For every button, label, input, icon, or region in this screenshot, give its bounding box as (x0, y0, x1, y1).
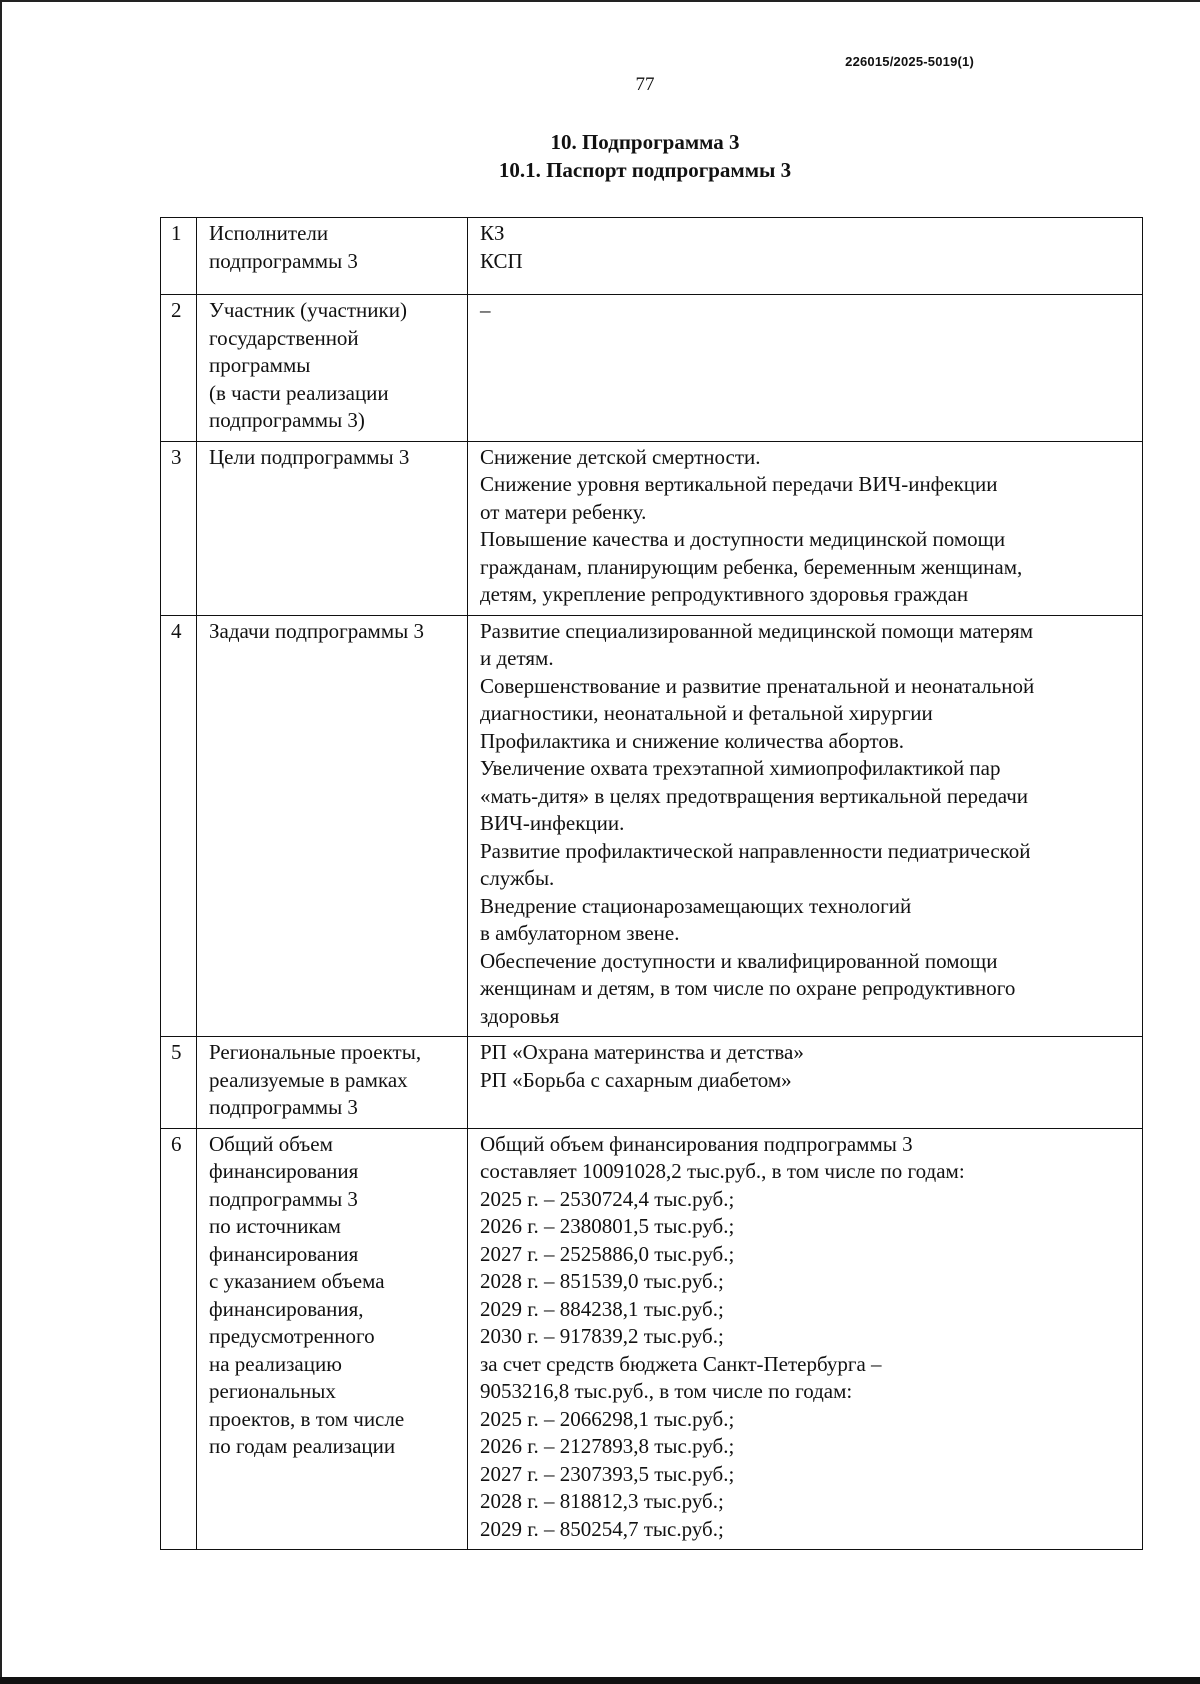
label-line: Региональные проекты, (209, 1040, 422, 1064)
row-value (468, 295, 1143, 442)
row-number: 1 (161, 218, 197, 295)
label-line: подпрограммы 3 (209, 1186, 358, 1211)
value-line: 2029 г. – 850254,7 тыс.руб.; (480, 1516, 724, 1541)
row-value (468, 441, 1143, 615)
value-line: Повышение качества и доступности медицинской помощи (480, 527, 1006, 551)
table-row (161, 295, 1143, 442)
row-value (468, 615, 1143, 1037)
value-line: «мать-дитя» в целях предотвращения вертикальной передачи (480, 783, 1028, 808)
value-line: 2025 г. – 2530724,4 тыс.руб.; (480, 1186, 735, 1211)
value-line: детям, укрепление репродуктивного здоровья граждан (480, 582, 969, 606)
row-number: 5 (161, 1037, 197, 1129)
value-line: 2028 г. – 851539,0 тыс.руб.; (480, 1269, 724, 1293)
label-line: Задачи подпрограммы 3 (209, 618, 424, 643)
label-line: по годам реализации (209, 1434, 396, 1458)
value-line: 2028 г. – 818812,3 тыс.руб.; (480, 1489, 724, 1513)
value-line: составляет 10091028,2 тыс.руб., в том числе по годам: (480, 1159, 965, 1183)
value-line: 2026 г. – 2127893,8 тыс.руб.; (480, 1434, 735, 1458)
table-row (161, 218, 1143, 295)
table-row (161, 615, 1143, 1037)
document-id: 226015/2025-5019(1) (845, 54, 974, 69)
row-label (197, 615, 468, 1037)
value-line: Обеспечение доступности и квалифицированной помощи (480, 948, 998, 973)
value-line: Профилактика и снижение количества абортов. (480, 728, 904, 753)
value-line: Совершенствование и развитие пренатальной и неонатальной (480, 673, 1035, 698)
value-line: 2025 г. – 2066298,1 тыс.руб.; (480, 1406, 735, 1431)
row-number: 2 (161, 295, 197, 442)
value-line: 2027 г. – 2307393,5 тыс.руб.; (480, 1461, 735, 1486)
label-line: по источникам (209, 1214, 341, 1238)
label-line: финансирования (209, 1159, 359, 1183)
table-row (161, 1128, 1143, 1550)
label-line: финансирования (209, 1241, 359, 1266)
table-row (161, 1037, 1143, 1129)
page-number: 77 (635, 74, 655, 95)
section-title: 10. Подпрограмма 3 (550, 130, 740, 154)
value-line: гражданам, планирующим ребенка, беременным женщинам, (480, 554, 1023, 579)
row-label (197, 1037, 468, 1129)
value-line: КСП (480, 248, 523, 273)
label-line: Участник (участники) (209, 298, 407, 322)
value-line: в амбулаторном звене. (480, 921, 680, 945)
value-line: Снижение уровня вертикальной передачи ВИЧ-инфекции (480, 472, 998, 496)
value-line: 9053216,8 тыс.руб., в том числе по годам: (480, 1379, 853, 1403)
value-line: здоровья (480, 1003, 560, 1028)
row-number: 6 (161, 1128, 197, 1550)
label-line: региональных (209, 1379, 336, 1403)
label-line: Цели подпрограммы 3 (209, 444, 410, 469)
label-line: реализуемые в рамках (209, 1067, 408, 1092)
value-line: РП «Борьба с сахарным диабетом» (480, 1067, 792, 1092)
subsection-title: 10.1. Паспорт подпрограммы 3 (498, 158, 792, 182)
row-number: 3 (161, 441, 197, 615)
label-line: государственной (209, 325, 359, 350)
value-line: женщинам и детям, в том числе по охране репродуктивного (480, 976, 1016, 1000)
value-line: – (480, 298, 491, 322)
value-line: РП «Охрана материнства и детства» (480, 1040, 804, 1064)
value-line: Увеличение охвата трехэтапной химиопрофилактикой пар (480, 756, 1001, 780)
value-line: и детям. (480, 646, 554, 670)
label-line: с указанием объема (209, 1269, 385, 1293)
row-value (468, 218, 1143, 295)
label-line: Общий объем (209, 1131, 333, 1156)
value-line: службы. (480, 866, 555, 890)
passport-table (160, 217, 1143, 1550)
row-value (468, 1128, 1143, 1550)
row-label (197, 295, 468, 442)
row-value (468, 1037, 1143, 1129)
label-line: подпрограммы 3) (209, 408, 365, 432)
value-line: 2029 г. – 884238,1 тыс.руб.; (480, 1296, 724, 1321)
value-line: ВИЧ-инфекции. (480, 811, 625, 835)
label-line: предусмотренного (209, 1324, 375, 1348)
value-line: Развитие специализированной медицинской помощи матерям (480, 618, 1034, 643)
value-line: Развитие профилактической направленности педиатрической (480, 838, 1031, 863)
label-line: на реализацию (209, 1351, 342, 1376)
scan-border (0, 1677, 1200, 1684)
row-label (197, 441, 468, 615)
value-line: Общий объем финансирования подпрограммы 3 (480, 1131, 913, 1156)
row-number: 4 (161, 615, 197, 1037)
value-line: 2030 г. – 917839,2 тыс.руб.; (480, 1324, 724, 1348)
label-line: финансирования, (209, 1296, 364, 1321)
table-row (161, 441, 1143, 615)
value-line: за счет средств бюджета Санкт-Петербурга – (480, 1351, 882, 1376)
label-line: (в части реализации (209, 380, 389, 405)
label-line: подпрограммы 3 (209, 248, 358, 273)
label-line: проектов, в том числе (209, 1406, 405, 1431)
row-label (197, 1128, 468, 1550)
section-titles (160, 128, 1130, 184)
value-line: Снижение детской смертности. (480, 444, 761, 469)
value-line: от матери ребенку. (480, 499, 647, 524)
label-line: подпрограммы 3 (209, 1095, 358, 1119)
row-label (197, 218, 468, 295)
value-line: 2027 г. – 2525886,0 тыс.руб.; (480, 1241, 735, 1266)
value-line: КЗ (480, 221, 505, 245)
label-line: Исполнители (209, 221, 329, 245)
value-line: Внедрение стационарозамещающих технологий (480, 893, 912, 918)
value-line: диагностики, неонатальной и фетальной хирургии (480, 701, 933, 725)
label-line: программы (209, 353, 311, 377)
value-line: 2026 г. – 2380801,5 тыс.руб.; (480, 1214, 735, 1238)
